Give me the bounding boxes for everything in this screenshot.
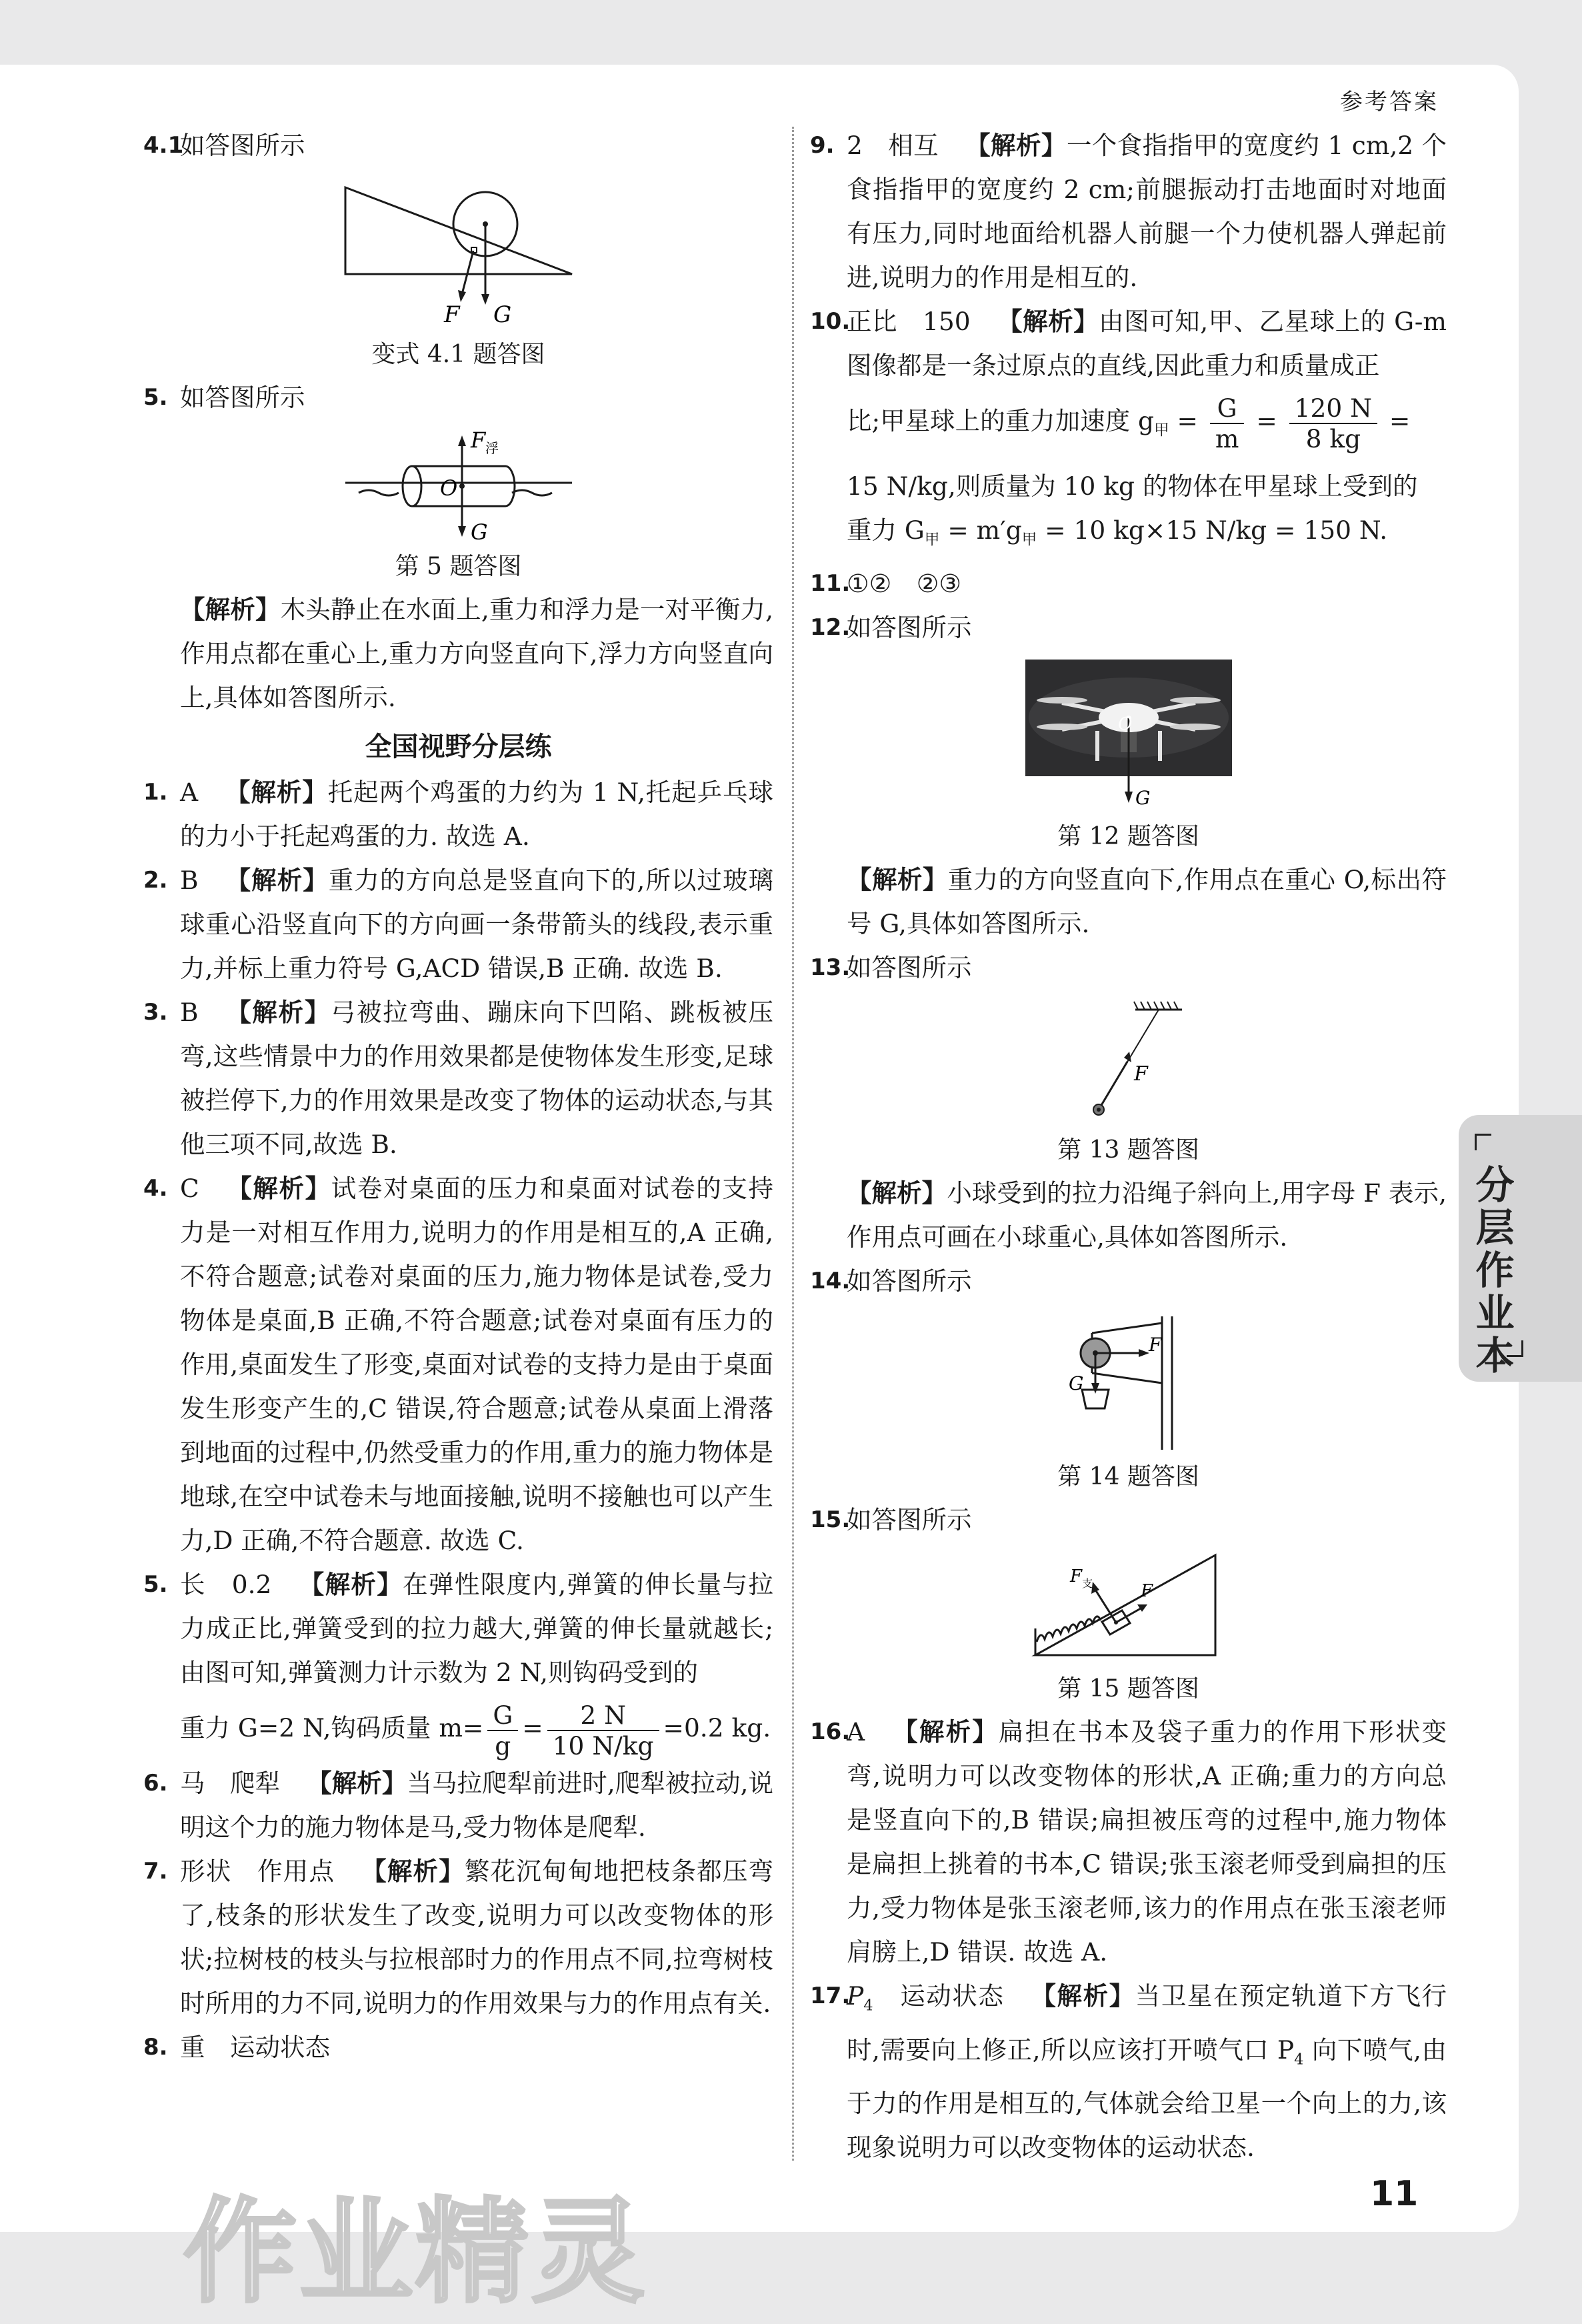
- fraction-values: [1289, 393, 1377, 453]
- question-number: 2.: [143, 867, 168, 894]
- analysis-tag: 【解析】: [225, 866, 329, 895]
- force-label-g: G: [493, 301, 511, 328]
- spring-incline-diagram: [1029, 1548, 1229, 1668]
- question-number: 17.: [810, 1983, 851, 2009]
- answer: A: [180, 778, 199, 807]
- answer-text: 如答图所示: [847, 613, 972, 642]
- item-7: [143, 1849, 773, 2025]
- item-12: [810, 606, 1447, 650]
- force-label-f-support: F: [1069, 1566, 1082, 1586]
- item-10-formula: [810, 387, 1447, 464]
- analysis-tag: 【解析】: [298, 1570, 403, 1599]
- equals: =: [1169, 406, 1206, 435]
- analysis-text: 15 N/kg,则质量为 10 kg 的物体在甲星球上受到的: [847, 471, 1418, 501]
- item-2: [143, 858, 773, 990]
- denominator: 8 kg: [1305, 423, 1361, 453]
- right-column: [810, 123, 1447, 2169]
- item-8: [143, 2025, 773, 2069]
- answer: 2 相互: [847, 131, 939, 160]
- analysis-text: 重力的方向总是竖直向下的,所以过玻璃球重心沿竖直向下的方向画一条带箭头的线段,表示重力,并标上重力符号 G,ACD 错误,B 正确. 故选 B.: [180, 866, 774, 983]
- figure-q4-1: [143, 174, 773, 334]
- subscript: 甲: [924, 531, 940, 548]
- q5-figure: [143, 375, 773, 419]
- question-number: 10.: [810, 308, 851, 335]
- answer: C: [180, 1174, 199, 1203]
- incline-ball-diagram: [325, 174, 592, 334]
- analysis-text: 木头静止在水面上,重力和浮力是一对平衡力,作用点都在重心上,重力方向竖直向下,浮力方向竖直向上,具体如答图所示.: [180, 595, 773, 712]
- page-number: 11: [1370, 2174, 1419, 2214]
- item-13-analysis: [810, 1171, 1447, 1259]
- left-column: [143, 123, 773, 2069]
- force-label-g: G: [1135, 787, 1150, 809]
- question-number: 5.: [143, 1571, 168, 1598]
- item-10: [810, 299, 1447, 387]
- analysis-tag: 【解析】: [225, 778, 328, 807]
- answer-text: 运动状态: [900, 1981, 1005, 2011]
- answer: ①② ②③: [847, 569, 961, 598]
- question-number: 1.: [143, 779, 168, 806]
- column-divider: [792, 127, 794, 2161]
- numerator: G: [487, 1700, 518, 1731]
- denominator: 10 N/kg: [552, 1730, 654, 1761]
- denominator: m: [1215, 423, 1239, 453]
- analysis-tag: 【解析】: [225, 1174, 331, 1203]
- item-1: [143, 770, 773, 858]
- item-10-line3: [810, 464, 1447, 562]
- answer: B: [180, 998, 199, 1027]
- equals: =: [522, 1713, 543, 1742]
- analysis-tag: 【解析】: [307, 1769, 407, 1798]
- figure-caption: 第 13 题答图: [1057, 1136, 1199, 1164]
- figure-caption: 第 14 题答图: [1057, 1463, 1199, 1490]
- answer-symbol: P: [847, 1981, 864, 2011]
- item-5: [143, 1562, 773, 1694]
- formula-text: 比;甲星球上的重力加速度 g: [847, 406, 1155, 435]
- question-number: 3.: [143, 999, 168, 1026]
- question-number: 5.: [143, 384, 168, 411]
- answer-text: 如答图所示: [847, 953, 972, 982]
- equals: =: [1381, 406, 1411, 435]
- question-number: 13.: [810, 954, 851, 981]
- analysis-text: 扁担在书本及袋子重力的作用下形状变弯,说明力可以改变物体的形状,A 正确;重力的方向总是竖直向下的,B 错误;扁担被压弯的过程中,施力物体是扁担上挑着的书本,C 错误;张玉滚老师受到扁担的压力,受力物体是张玉滚老师,该力的作用点在张玉滚老师肩膀上,D 错误. 故选 A.: [847, 1717, 1447, 1967]
- force-label-f: F: [470, 427, 485, 453]
- item-9: [810, 123, 1447, 299]
- analysis-tag: 【解析】: [225, 998, 331, 1027]
- q4-1: [143, 123, 773, 167]
- figure-q15: [810, 1548, 1447, 1668]
- question-number: 16.: [810, 1718, 851, 1745]
- denominator: g: [495, 1730, 511, 1761]
- figure-q14: [810, 1310, 1447, 1456]
- figure-caption: 变式 4.1 题答图: [371, 341, 545, 368]
- force-label-f-sub: 浮: [485, 440, 499, 456]
- side-tab-label: 分层作业本: [1475, 1162, 1515, 1378]
- question-number: 4.1: [143, 132, 184, 159]
- numerator: G: [1210, 393, 1245, 424]
- section-title: 全国视野分层练: [365, 732, 552, 762]
- analysis-text: 试卷对桌面的压力和桌面对试卷的支持力是一对相互作用力,说明力的作用是相互的,A 正确,不符合题意;试卷对桌面的压力,施力物体是试卷,受力物体是桌面,B 正确,不符合题意;试卷对桌面有压力的作用,桌面发生了形变,桌面对试卷的支持力是由于桌面发生形变产生的,C 错误,符合题意;试卷从桌面上滑落到地面的过程中,仍然受重力的作用,重力的施力物体是地球,在空中试卷未与地面接触,说明不接触也可以产生力,D 正确,不符合题意. 故选 C.: [180, 1174, 773, 1555]
- answer: B: [180, 866, 199, 895]
- question-number: 8.: [143, 2034, 168, 2061]
- question-number: 9.: [810, 132, 835, 159]
- figure-q5: [143, 426, 773, 546]
- force-label-f: F: [1148, 1334, 1161, 1356]
- item-4: [143, 1166, 773, 1562]
- analysis-text: 小球受到的拉力沿绳子斜向上,用字母 F 表示,作用点可画在小球重心,具体如答图所示.: [847, 1178, 1447, 1252]
- center-label-o: O: [1117, 714, 1132, 734]
- analysis-text: 当卫星在预定轨道下方飞行时,需要向上修正,所以应该打开喷气口 P: [847, 1981, 1447, 2065]
- question-number: 11.: [810, 570, 851, 597]
- force-label-f-sub: 支: [1081, 1577, 1093, 1590]
- equals: =: [1248, 406, 1285, 435]
- answer: 马 爬犁: [180, 1769, 281, 1798]
- analysis-tag: 【解析】: [180, 595, 281, 624]
- watermark: 作业精灵: [183, 2187, 648, 2319]
- item-16: [810, 1710, 1447, 1974]
- hanging-ball-diagram: [1049, 996, 1209, 1130]
- question-number: 7.: [143, 1858, 168, 1885]
- figure-caption: 第 12 题答图: [1057, 823, 1199, 850]
- analysis-text: 繁花沉甸甸地把枝条都压弯了,枝条的形状发生了改变,说明力可以改变物体的形状;拉树枝的枝头与拉根部时力的作用点不同,拉弯树枝时所用的力不同,说明力的作用效果与力的作用点有关.: [180, 1857, 774, 2018]
- force-label-g: G: [470, 519, 488, 545]
- item-11: [810, 561, 1447, 606]
- answer: 长 0.2: [180, 1570, 272, 1599]
- formula-result: =0.2 kg.: [663, 1713, 771, 1742]
- answer-text: 如答图所示: [180, 131, 305, 160]
- item-6: [143, 1761, 773, 1849]
- subscript: 甲: [1021, 531, 1037, 548]
- force-label-g: G: [1068, 1372, 1083, 1394]
- analysis-tag: 【解析】: [1031, 1981, 1135, 2011]
- answer: A: [847, 1717, 865, 1747]
- item-15: [810, 1498, 1447, 1542]
- formula-text: 重力 G=2 N,钩码质量 m=: [180, 1713, 484, 1742]
- analysis-text: 在弹性限度内,弹簧的伸长量与拉力成正比,弹簧受到的拉力越大,弹簧的伸长量就越长;由图可知,弹簧测力计示数为 2 N,则钩码受到的: [180, 1570, 774, 1687]
- force-label-f: F: [1133, 1062, 1148, 1086]
- wall-basket-diagram: [1042, 1310, 1215, 1456]
- fraction-g-over-m: [1210, 393, 1245, 453]
- item-14: [810, 1259, 1447, 1303]
- figure-q13: [810, 996, 1447, 1130]
- question-number: 12.: [810, 614, 851, 641]
- analysis-tag: 【解析】: [891, 1717, 999, 1747]
- analysis-text: 由图可知,甲、乙星球上的 G-m 图像都是一条过原点的直线,因此重力和质量成正: [847, 307, 1447, 380]
- analysis-tag: 【解析】: [361, 1857, 465, 1886]
- item-5-formula: [143, 1694, 773, 1761]
- question-number: 14.: [810, 1268, 851, 1294]
- analysis-tag: 【解析】: [847, 1178, 947, 1208]
- analysis-text: 托起两个鸡蛋的力约为 1 N,托起乒乓球的力小于托起鸡蛋的力. 故选 A.: [180, 778, 773, 851]
- subscript: 甲: [1154, 421, 1169, 439]
- answer-text: 如答图所示: [847, 1505, 972, 1534]
- drone-photo: [1022, 656, 1235, 816]
- analysis-text: 一个食指指甲的宽度约 1 cm,2 个食指指甲的宽度约 2 cm;前腿振动打击地面时对地面有压力,同时地面给机器人前腿一个力使机器人弹起前进,说明力的作用是相互的.: [847, 131, 1447, 292]
- item-13: [810, 946, 1447, 990]
- fraction-values: [547, 1700, 659, 1761]
- answer: [847, 1981, 1005, 2015]
- analysis-tag: 【解析】: [997, 307, 1099, 336]
- center-label-o: O: [439, 475, 457, 501]
- formula-text: = 10 kg×15 N/kg = 150 N.: [1037, 515, 1388, 545]
- answer-text: 如答图所示: [847, 1266, 972, 1296]
- numerator: 120 N: [1289, 393, 1377, 424]
- subscript: 4: [1294, 2051, 1304, 2068]
- question-number: 15.: [810, 1506, 851, 1533]
- question-number: 4.: [143, 1175, 168, 1202]
- analysis-text: 弓被拉弯曲、蹦床向下凹陷、跳板被压弯,这些情景中力的作用效果都是使物体发生形变,足球被拦停下,力的作用效果是改变了物体的运动状态,与其他三项不同,故选 B.: [180, 998, 774, 1159]
- item-3: [143, 990, 773, 1166]
- formula-text: 重力 G: [847, 515, 925, 545]
- analysis-text: 重力的方向竖直向下,作用点在重心 O,标出符号 G,具体如答图所示.: [847, 865, 1447, 938]
- force-label-f-spring: F: [1140, 1581, 1153, 1601]
- answer: 正比 150: [847, 307, 971, 336]
- figure-q12: [810, 656, 1447, 816]
- question-number: 6.: [143, 1770, 168, 1797]
- answer: 形状 作用点: [180, 1857, 335, 1886]
- formula-text: = m′g: [939, 515, 1022, 545]
- fraction-g-over-g: [487, 1700, 518, 1761]
- tab-corner-mark: [1475, 1134, 1491, 1150]
- answer: 重 运动状态: [180, 2033, 330, 2062]
- tab-corner-mark: [1507, 1340, 1523, 1357]
- q5-analysis: [143, 588, 773, 720]
- analysis-tag: 【解析】: [965, 131, 1067, 160]
- header-label: 参考答案: [1340, 89, 1439, 115]
- analysis-text: 向下喷气,由于力的作用是相互的,气体就会给卫星一个向上的力,该现象说明力可以改变物体的运动状态.: [847, 2035, 1447, 2162]
- numerator: 2 N: [547, 1700, 659, 1731]
- analysis-tag: 【解析】: [847, 865, 948, 894]
- item-17: [810, 1974, 1447, 2169]
- floating-log-diagram: [339, 426, 579, 546]
- answer-text: 如答图所示: [180, 383, 305, 412]
- analysis-text: 当马拉爬犁前进时,爬犁被拉动,说明这个力的施力物体是马,受力物体是爬犁.: [180, 1769, 773, 1842]
- subscript: 4: [863, 1997, 873, 2015]
- figure-caption: 第 15 题答图: [1057, 1675, 1199, 1702]
- figure-caption: 第 5 题答图: [395, 553, 522, 580]
- item-12-analysis: [810, 858, 1447, 946]
- force-label-f: F: [443, 301, 460, 328]
